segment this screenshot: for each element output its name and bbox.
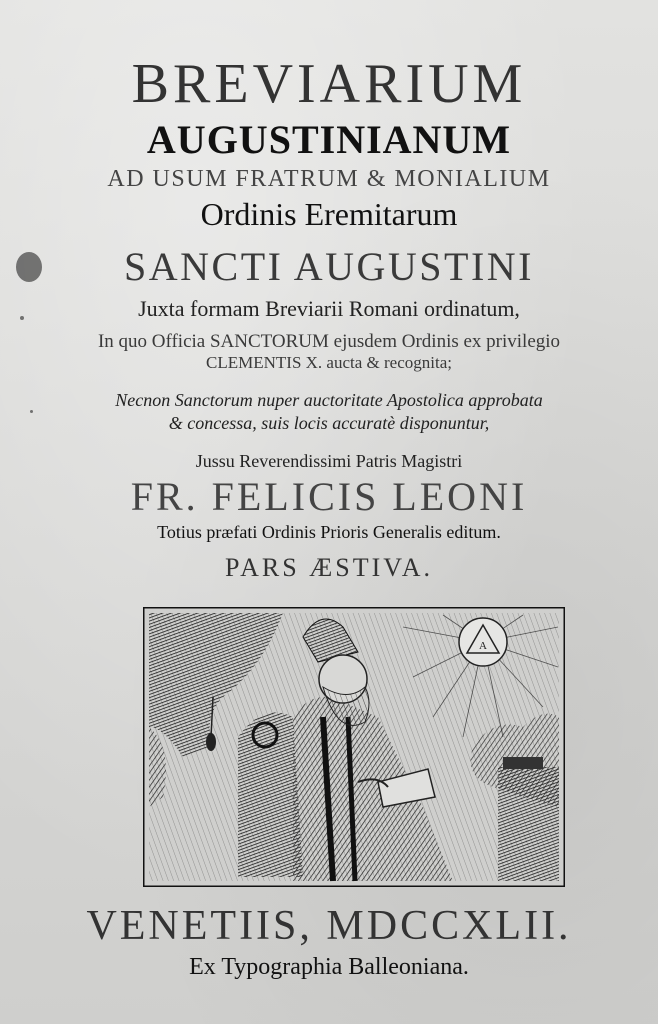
volume-part: PARS ÆSTIVA. bbox=[225, 553, 433, 582]
text-necnon-sanctorum: Necnon Sanctorum nuper auctoritate Apostolica approbata bbox=[115, 390, 543, 410]
subtitle-sancti-augustini: SANCTI AUGUSTINI bbox=[124, 244, 534, 289]
text-clementis: CLEMENTIS X. aucta & recognita; bbox=[206, 353, 452, 372]
text-juxta-formam: Juxta formam Breviarii Romani ordinatum, bbox=[138, 296, 520, 321]
text-concessa: & concessa, suis locis accuratè disponuntur, bbox=[168, 413, 490, 433]
text-totius: Totius præfati Ordinis Prioris Generalis editum. bbox=[157, 522, 501, 542]
title-augustinianum: AUGUSTINIANUM bbox=[146, 117, 512, 162]
title-breviarium: BREVIARIUM bbox=[131, 53, 527, 115]
engraving-saint-augustine bbox=[143, 607, 565, 887]
imprint-place-year: VENETIIS, MDCCXLII. bbox=[86, 903, 572, 949]
imprint-printer: Ex Typographia Balleoniana. bbox=[189, 954, 469, 980]
triangle-letter: A bbox=[479, 640, 487, 652]
subtitle-ordinis: Ordinis Eremitarum bbox=[200, 196, 458, 232]
text-in-quo-officia: In quo Officia SANCTORUM ejusdem Ordinis ex privilegio bbox=[97, 331, 561, 352]
subtitle-ad-usum: AD USUM FRATRUM & MONIALIUM bbox=[107, 166, 551, 192]
text-jussu: Jussu Reverendissimi Patris Magistri bbox=[195, 451, 463, 471]
author-name: FR. FELICIS LEONI bbox=[130, 474, 528, 519]
